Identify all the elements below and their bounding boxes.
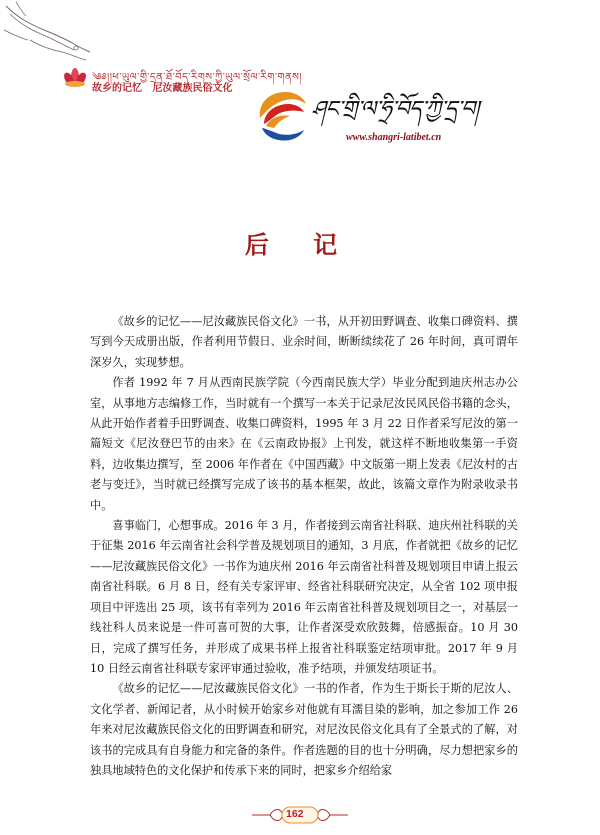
paragraph: 作者 1992 年 7 月从西南民族学院（今西南民族大学）毕业分配到迪庆州志办公室，从事地方志编修工作，当时就有一个撰写一本关于记录尼汝民风民俗书籍的念头，从此开始作者着手田野调查、收集口碑资料，1995 年 3 月 22 日作者采写尼汝的第一篇短文《尼汝登巴节的由来》在《云南政协报》上刊发，就这样不断地收集第一手资料，边收集边撰写，至 2006 年作者在《中国西藏》中文版第一期上发表《尼汝村的古老与变迁》，当时就已经撰写完成了该书的基本框架，故此，该篇文章作为附录收录书中。 — [90, 376, 518, 512]
hand-illustration-icon — [0, 0, 92, 70]
paragraph: 喜事临门，心想事成。2016 年 3 月，作者接到云南省社科联、迪庆州社科联的关于征集 2016 年云南省社会科学普及规划项目的通知，3 月底，作者就把《故乡的记忆——尼汝藏族民俗文化》一书作为迪庆州 2016 年云南省社科普及规划项目申请上报云南省社科联。6 月 8 日，经有关专家评审、经省社科联研究决定，从全省 102 项申报项目中评选出 25 项，该书有幸列为 2016 年云南省社科普及规划项目之一，对基层一线社科人员来说是一件可喜可贺的大事，让作者深受欢欣鼓舞，倍感振奋。10 月 30 日，完成了撰写任务，并形成了成果书样上报省社科联鉴定结项审批。2017 年 9 月 10 日经云南省社科联专家评审通过验收，准予结项，并颁发结项证书。 — [90, 519, 518, 675]
lotus-flower-icon — [62, 66, 88, 88]
logo-script-text: ཤང་གྲི་ལ་ཧྲི་བོད་ཀྱི་དྲ་བ། — [312, 97, 479, 122]
header-book-title — [92, 79, 232, 94]
header-book-subtitle: 尼汝藏族民俗文化 — [152, 83, 233, 94]
paragraph: 《故乡的记忆——尼汝藏族民俗文化》一书的作者，作为生于斯长于斯的尼汝人、文化学者、新闻记者，从小时候开始家乡对他就有耳濡目染的影响，加之参加工作 26 年来对尼汝藏族民俗文化的田野调查和研究，对尼汝民俗文化具有了全景式的了解，对该书的完成具有自身能力和完备的条件。作者选题的目的也十分明确，尽力想把家乡的独具地域特色的文化保护和传承下来的同时，把家乡介绍给家 — [90, 682, 518, 777]
paragraph: 《故乡的记忆——尼汝藏族民俗文化》一书，从开初田野调查、收集口碑资料、撰写到今天成册出版，作者利用节假日、业余时间，断断续续花了 26 年时间，真可谓年深岁久，实现梦想。 — [90, 315, 518, 369]
flame-logo-icon — [248, 84, 308, 144]
website-url: www.shangri-latibet.cn — [346, 132, 442, 143]
header-book-title-short: 故乡的记忆 — [92, 83, 142, 94]
header-tibetan-line: ༄༅།།ཕ་ཡུལ་གྱི་དྲན་ཐོ་བོད་རིགས་ཀྱི་ཡུལ་སྲོལ་རིག་གནས། — [92, 72, 303, 83]
page-number: 162 — [286, 808, 304, 820]
body-text — [90, 312, 518, 781]
page-title: 后 记 — [244, 230, 356, 259]
